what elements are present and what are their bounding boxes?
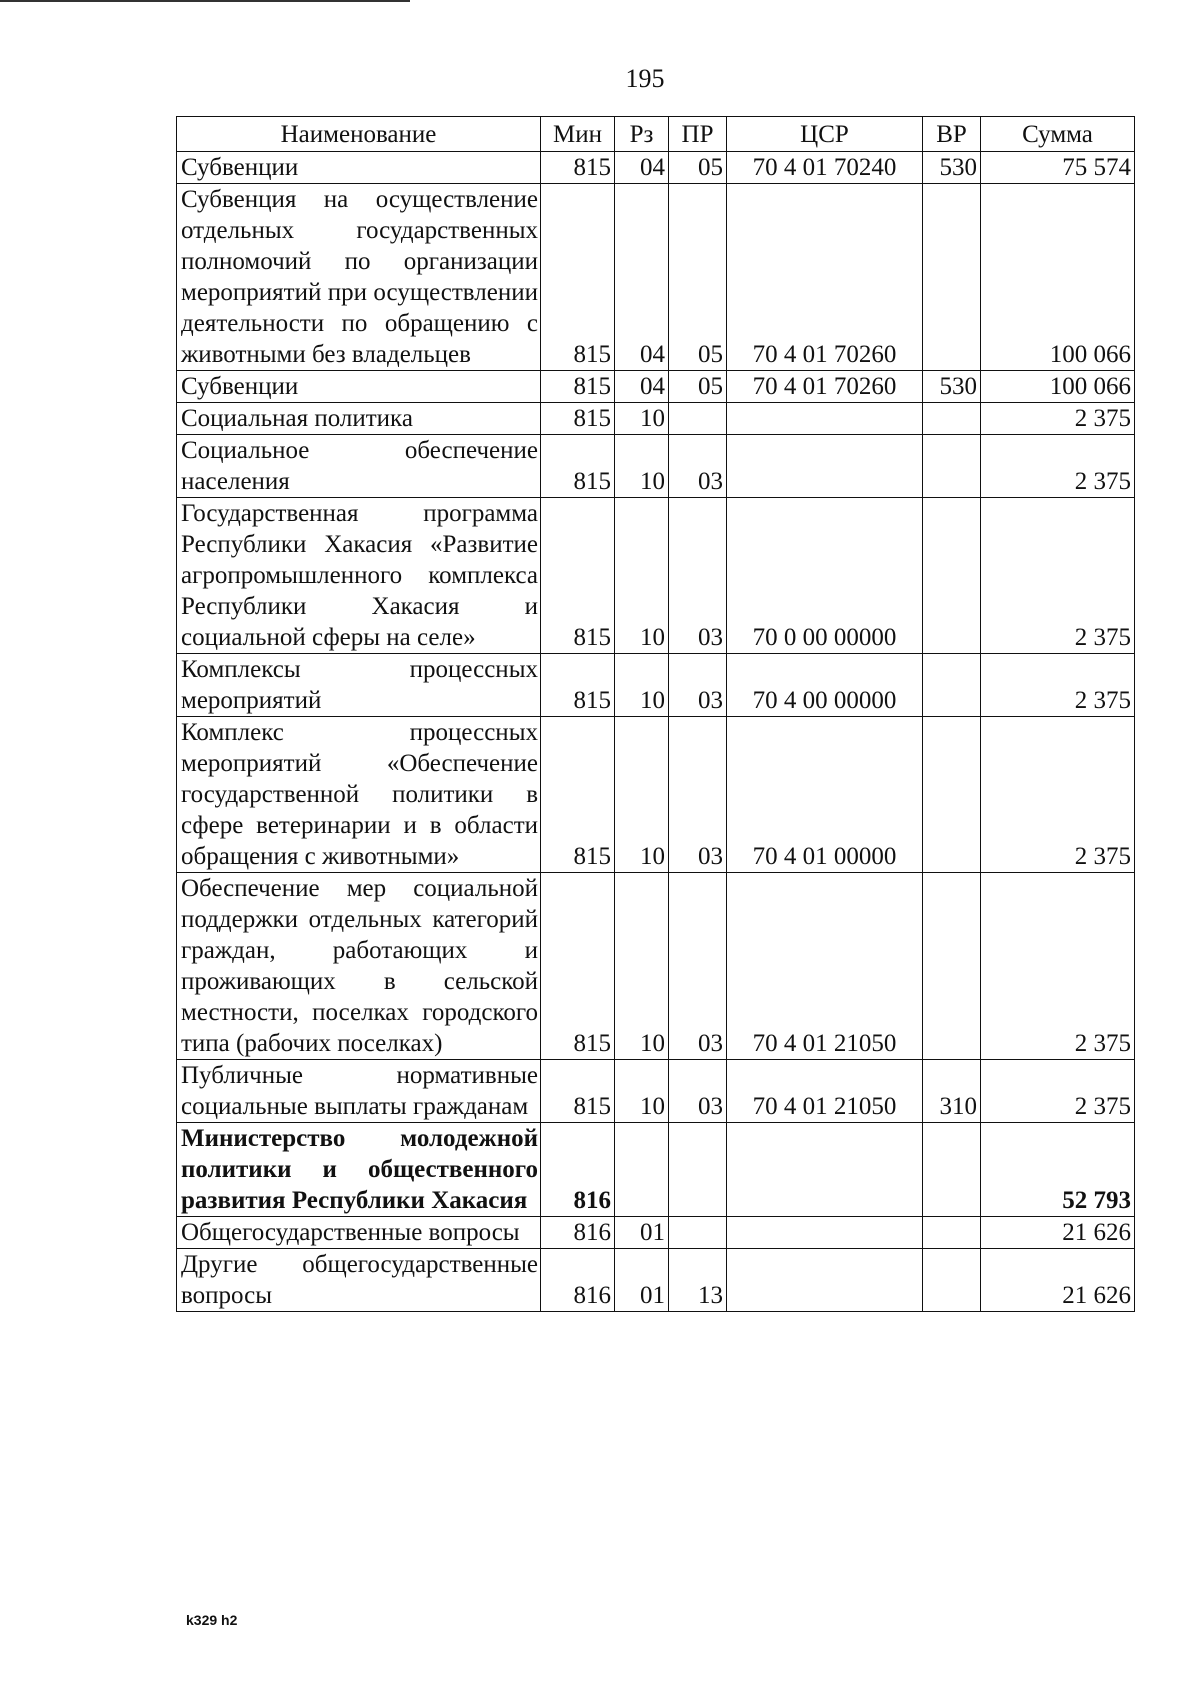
header-sum: Сумма [981, 117, 1135, 152]
cell-name: Министерство молодежной политики и общественного развития Республики Хакасия [177, 1123, 541, 1217]
header-vr: ВР [923, 117, 981, 152]
cell-vr [923, 1217, 981, 1249]
cell-pr: 03 [669, 435, 727, 498]
table-row [177, 403, 1135, 435]
cell-sum: 2 375 [981, 873, 1135, 1060]
cell-min: 815 [541, 654, 615, 717]
cell-csr [727, 403, 923, 435]
cell-name: Субвенции [177, 371, 541, 403]
cell-rz: 10 [615, 498, 669, 654]
cell-sum: 2 375 [981, 403, 1135, 435]
cell-min: 815 [541, 184, 615, 371]
header-min: Мин [541, 117, 615, 152]
table-row [177, 1123, 1135, 1217]
cell-sum: 2 375 [981, 717, 1135, 873]
cell-min: 815 [541, 152, 615, 184]
cell-csr [727, 1249, 923, 1312]
cell-pr: 03 [669, 717, 727, 873]
cell-name: Публичные нормативные социальные выплаты гражданам [177, 1060, 541, 1123]
cell-min: 815 [541, 403, 615, 435]
table-row [177, 654, 1135, 717]
cell-name: Общегосударственные вопросы [177, 1217, 541, 1249]
cell-sum: 52 793 [981, 1123, 1135, 1217]
cell-vr [923, 717, 981, 873]
cell-pr: 05 [669, 371, 727, 403]
cell-csr: 70 4 01 21050 [727, 873, 923, 1060]
cell-csr: 70 4 01 21050 [727, 1060, 923, 1123]
table-body [177, 152, 1135, 1312]
table-row [177, 1217, 1135, 1249]
cell-rz: 01 [615, 1249, 669, 1312]
budget-table [176, 116, 1135, 1312]
table-row [177, 184, 1135, 371]
cell-sum: 75 574 [981, 152, 1135, 184]
cell-sum: 100 066 [981, 184, 1135, 371]
cell-pr: 03 [669, 873, 727, 1060]
cell-pr: 05 [669, 184, 727, 371]
cell-rz: 10 [615, 654, 669, 717]
cell-rz: 10 [615, 403, 669, 435]
cell-name: Комплекс процессных мероприятий «Обеспечение государственной политики в сфере ветеринарии и в области обращения с животными» [177, 717, 541, 873]
cell-sum: 2 375 [981, 1060, 1135, 1123]
cell-vr [923, 873, 981, 1060]
cell-csr [727, 1123, 923, 1217]
cell-name: Другие общегосударственные вопросы [177, 1249, 541, 1312]
cell-min: 815 [541, 435, 615, 498]
cell-vr [923, 1249, 981, 1312]
table-row [177, 1249, 1135, 1312]
table-row [177, 1060, 1135, 1123]
cell-vr [923, 498, 981, 654]
cell-vr [923, 435, 981, 498]
cell-name: Комплексы процессных мероприятий [177, 654, 541, 717]
cell-rz: 10 [615, 873, 669, 1060]
header-rz: Рз [615, 117, 669, 152]
cell-rz: 10 [615, 717, 669, 873]
cell-min: 815 [541, 498, 615, 654]
cell-csr [727, 435, 923, 498]
cell-csr: 70 4 01 70240 [727, 152, 923, 184]
cell-name: Социальная политика [177, 403, 541, 435]
cell-sum: 100 066 [981, 371, 1135, 403]
cell-csr: 70 0 00 00000 [727, 498, 923, 654]
cell-rz [615, 1123, 669, 1217]
table-row [177, 435, 1135, 498]
table-header-row [177, 117, 1135, 152]
cell-pr: 05 [669, 152, 727, 184]
cell-vr [923, 1123, 981, 1217]
table-row [177, 717, 1135, 873]
cell-vr: 530 [923, 371, 981, 403]
cell-min: 816 [541, 1249, 615, 1312]
cell-min: 815 [541, 371, 615, 403]
cell-pr: 13 [669, 1249, 727, 1312]
table-row [177, 873, 1135, 1060]
cell-csr: 70 4 01 00000 [727, 717, 923, 873]
page-number: 195 [625, 64, 665, 93]
cell-rz: 10 [615, 435, 669, 498]
cell-rz: 04 [615, 184, 669, 371]
cell-csr: 70 4 01 70260 [727, 184, 923, 371]
cell-pr [669, 403, 727, 435]
table-row [177, 152, 1135, 184]
cell-pr [669, 1217, 727, 1249]
cell-min: 816 [541, 1123, 615, 1217]
cell-name: Субвенции [177, 152, 541, 184]
cell-vr: 530 [923, 152, 981, 184]
cell-min: 815 [541, 873, 615, 1060]
cell-csr: 70 4 01 70260 [727, 371, 923, 403]
cell-csr [727, 1217, 923, 1249]
cell-sum: 21 626 [981, 1217, 1135, 1249]
cell-min: 816 [541, 1217, 615, 1249]
cell-rz: 04 [615, 152, 669, 184]
cell-sum: 2 375 [981, 498, 1135, 654]
cell-vr [923, 403, 981, 435]
cell-name: Государственная программа Республики Хакасия «Развитие агропромышленного комплекса Республики Хакасия и социальной сферы на селе» [177, 498, 541, 654]
table-row [177, 498, 1135, 654]
cell-rz: 10 [615, 1060, 669, 1123]
cell-rz: 01 [615, 1217, 669, 1249]
top-rule [0, 0, 410, 2]
cell-pr: 03 [669, 1060, 727, 1123]
cell-csr: 70 4 00 00000 [727, 654, 923, 717]
cell-sum: 21 626 [981, 1249, 1135, 1312]
cell-vr [923, 184, 981, 371]
cell-vr [923, 654, 981, 717]
cell-name: Субвенция на осуществление отдельных государственных полномочий по организации мероприятий при осуществлении деятельности по обращению с животными без владельцев [177, 184, 541, 371]
table-row [177, 371, 1135, 403]
cell-rz: 04 [615, 371, 669, 403]
cell-sum: 2 375 [981, 435, 1135, 498]
cell-min: 815 [541, 1060, 615, 1123]
cell-vr: 310 [923, 1060, 981, 1123]
cell-pr: 03 [669, 654, 727, 717]
header-name: Наименование [177, 117, 541, 152]
cell-pr: 03 [669, 498, 727, 654]
cell-pr [669, 1123, 727, 1217]
header-pr: ПР [669, 117, 727, 152]
cell-min: 815 [541, 717, 615, 873]
cell-name: Обеспечение мер социальной поддержки отдельных категорий граждан, работающих и проживающих в сельской местности, поселках городского типа (рабочих поселках) [177, 873, 541, 1060]
footer-code: k329 h2 [186, 1612, 238, 1628]
cell-name: Социальное обеспечение населения [177, 435, 541, 498]
header-csr: ЦСР [727, 117, 923, 152]
cell-sum: 2 375 [981, 654, 1135, 717]
